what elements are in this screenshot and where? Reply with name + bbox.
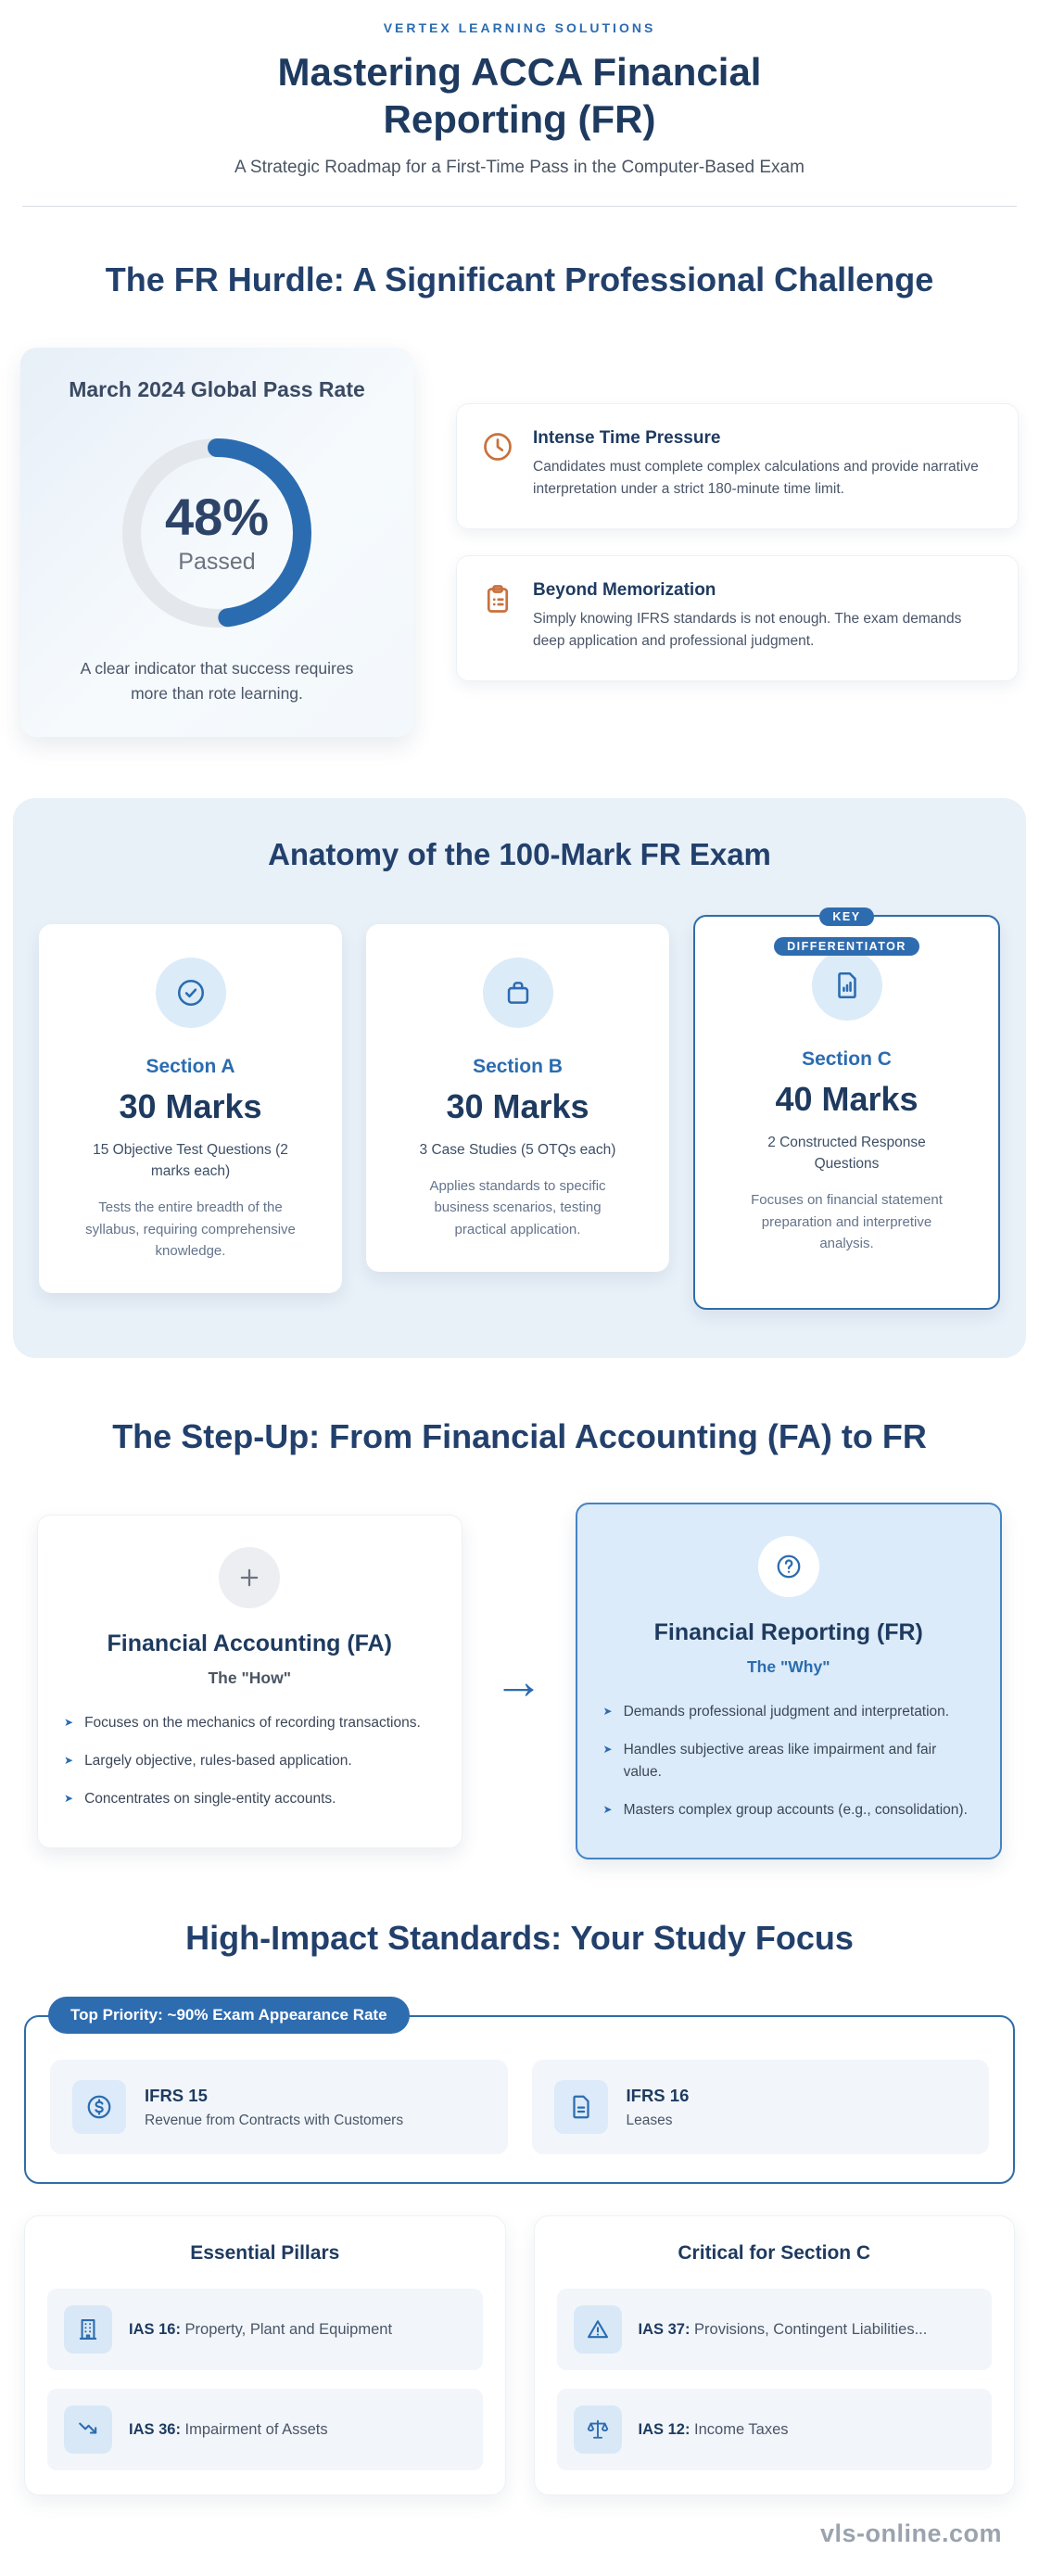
brand-text: VERTEX LEARNING SOLUTIONS: [383, 20, 656, 35]
essential-pillars-card: [24, 2215, 506, 2495]
section-desc: Tests the entire breadth of the syllabus, requiring comprehensive knowledge.: [85, 1199, 296, 1259]
point-text: [533, 580, 994, 653]
pass-rate-caption: A clear indicator that success requires more than rote learning.: [80, 659, 354, 703]
section-name: Section A: [146, 1055, 235, 1077]
ias12-row: [557, 2389, 993, 2470]
group-rows: [557, 2289, 993, 2470]
ias37-row: [557, 2289, 993, 2370]
section-desc: Applies standards to specific business scenarios, testing practical application.: [429, 1178, 606, 1237]
ias-name: Impairment of Assets: [184, 2420, 328, 2438]
stepup-heading: The Step-Up: From Financial Accounting (FA) to FR: [112, 1417, 927, 1456]
fa-title: Financial Accounting (FA): [107, 1630, 392, 1656]
ias-name: Provisions, Contingent Liabilities...: [694, 2320, 928, 2338]
list-item: [64, 1788, 436, 1809]
arrow-right-icon: →: [493, 1653, 544, 1709]
ias-text: [129, 2319, 392, 2341]
section-desc: Focuses on financial statement preparation and interpretive analysis.: [751, 1192, 943, 1251]
ias36-row: [47, 2389, 483, 2470]
section-detail: 2 Constructed Response Questions: [767, 1134, 926, 1173]
top-priority-items: [50, 2060, 989, 2154]
building-icon: [64, 2305, 112, 2354]
question-icon: [758, 1536, 819, 1597]
std-text: [627, 2086, 690, 2129]
bullet-arrow-icon: ➤: [64, 1754, 74, 1768]
fr-card: [576, 1503, 1003, 1859]
standards-heading: High-Impact Standards: Your Study Focus: [185, 1919, 854, 1958]
hurdle-heading: The FR Hurdle: A Significant Professional Challenge: [105, 260, 934, 299]
fr-bullet-list: [603, 1701, 975, 1821]
section-marks: 30 Marks: [446, 1086, 589, 1125]
bullet-text: Largely objective, rules-based application.: [84, 1753, 352, 1770]
anatomy-heading: Anatomy of the 100-Mark FR Exam: [268, 836, 771, 871]
group-title: Essential Pillars: [190, 2242, 340, 2265]
ias-code: IAS 37:: [638, 2320, 691, 2338]
ias-text: [129, 2419, 328, 2441]
section-name: Section C: [802, 1047, 892, 1070]
key-badge-label: KEY DIFFERENTIATOR: [774, 907, 919, 956]
clock-icon: [481, 430, 514, 463]
ias-text: [639, 2419, 789, 2441]
point-body: Simply knowing IFRS standards is not enough. The exam demands deep application and professional judgment.: [533, 611, 962, 650]
group-title: Critical for Section C: [678, 2242, 871, 2265]
ias-code: IAS 12:: [638, 2420, 691, 2438]
pass-rate-donut-chart: [110, 426, 323, 640]
alert-triangle-icon: [574, 2305, 622, 2354]
list-item: [64, 1712, 436, 1733]
bullet-text: Concentrates on single-entity accounts.: [84, 1791, 336, 1808]
critical-section-c-card: [534, 2215, 1016, 2495]
bullet-arrow-icon: ➤: [64, 1792, 74, 1806]
section-c-card: [693, 909, 1000, 1310]
key-differentiator-badge: [769, 902, 925, 961]
section-marks: 40 Marks: [775, 1079, 919, 1118]
ias-code: IAS 16:: [129, 2320, 181, 2338]
bullet-text: Handles subjective areas like impairment and fair value.: [623, 1742, 937, 1780]
standards-groups-row: [13, 2215, 1026, 2495]
dollar-circle-icon: [72, 2080, 126, 2134]
list-item: [603, 1739, 975, 1783]
check-circle-icon: [156, 958, 226, 1028]
std-name: Leases: [626, 2112, 673, 2128]
bullet-text: Demands professional judgment and interpretation.: [623, 1704, 950, 1720]
fa-bullet-list: [64, 1712, 436, 1810]
section-marks: 30 Marks: [119, 1086, 262, 1125]
plus-icon: [219, 1547, 280, 1608]
scales-icon: [574, 2405, 622, 2454]
briefcase-icon: [483, 958, 553, 1028]
list-item: [603, 1799, 975, 1821]
point-text: [533, 428, 994, 501]
list-item: [603, 1701, 975, 1722]
bullet-arrow-icon: ➤: [602, 1743, 613, 1757]
bullet-arrow-icon: ➤: [64, 1715, 74, 1729]
group-rows: [47, 2289, 483, 2470]
pass-rate-value: 48%: [164, 487, 270, 546]
point-body: Candidates must complete complex calculations and provide narrative interpretation under a strict 180-minute time limit.: [533, 459, 979, 498]
hurdle-row: [13, 348, 1026, 737]
trend-down-icon: [64, 2405, 112, 2454]
page-subtitle: A Strategic Roadmap for a First-Time Pass in the Computer-Based Exam: [234, 158, 805, 178]
list-item: [64, 1750, 436, 1771]
ias-code: IAS 36:: [129, 2420, 181, 2438]
clipboard-icon: [481, 582, 514, 615]
section-b-card: [366, 924, 669, 1272]
ias-text: [639, 2319, 928, 2341]
bullet-arrow-icon: ➤: [602, 1705, 613, 1719]
watermark-text: vls-online.com: [819, 2519, 1002, 2548]
section-detail: 3 Case Studies (5 OTQs each): [419, 1141, 616, 1158]
ias16-row: [47, 2289, 483, 2370]
pass-rate-label: Passed: [178, 548, 256, 575]
fr-subtitle: The "Why": [746, 1657, 830, 1677]
ias-name: Income Taxes: [694, 2420, 789, 2438]
point-card-beyond-memorization: [456, 555, 1019, 681]
ifrs15-item: [50, 2060, 508, 2154]
donut-center: [110, 426, 323, 640]
pass-rate-card: [20, 348, 413, 737]
top-priority-badge: Top Priority: ~90% Exam Appearance Rate: [48, 1997, 410, 2034]
ifrs16-item: [532, 2060, 990, 2154]
file-text-icon: [554, 2080, 608, 2134]
anatomy-row: [39, 909, 1000, 1310]
page-title: Mastering ACCA Financial Reporting (FR): [277, 50, 762, 142]
point-title: Beyond Memorization: [533, 580, 716, 601]
std-code: IFRS 15: [145, 2085, 208, 2105]
section-exam-anatomy: [13, 798, 1026, 1358]
header: [13, 20, 1026, 207]
section-step-up: [13, 1417, 1026, 1859]
top-priority-box: [24, 2006, 1015, 2184]
fr-title: Financial Reporting (FR): [653, 1619, 923, 1646]
footer: [13, 2495, 1026, 2548]
ias-name: Property, Plant and Equipment: [184, 2320, 393, 2338]
bullet-arrow-icon: ➤: [602, 1802, 613, 1816]
point-card-time-pressure: [456, 403, 1019, 529]
std-code: IFRS 16: [626, 2085, 690, 2105]
section-name: Section B: [473, 1055, 563, 1077]
std-text: [145, 2086, 403, 2129]
std-name: Revenue from Contracts with Customers: [145, 2112, 404, 2128]
stepup-row: [13, 1503, 1026, 1859]
fa-card: [37, 1515, 462, 1848]
section-fr-hurdle: [13, 260, 1026, 737]
pass-rate-title: March 2024 Global Pass Rate: [69, 377, 365, 402]
fa-subtitle: The "How": [208, 1668, 291, 1687]
hurdle-points: [456, 348, 1019, 737]
header-divider: [22, 206, 1017, 207]
bullet-text: Focuses on the mechanics of recording transactions.: [84, 1714, 421, 1731]
section-detail: 15 Objective Test Questions (2 marks each): [93, 1141, 288, 1180]
section-high-impact-standards: [13, 1919, 1026, 2495]
section-a-card: [39, 924, 342, 1293]
bullet-text: Masters complex group accounts (e.g., consolidation).: [623, 1801, 968, 1818]
point-title: Intense Time Pressure: [533, 428, 721, 449]
